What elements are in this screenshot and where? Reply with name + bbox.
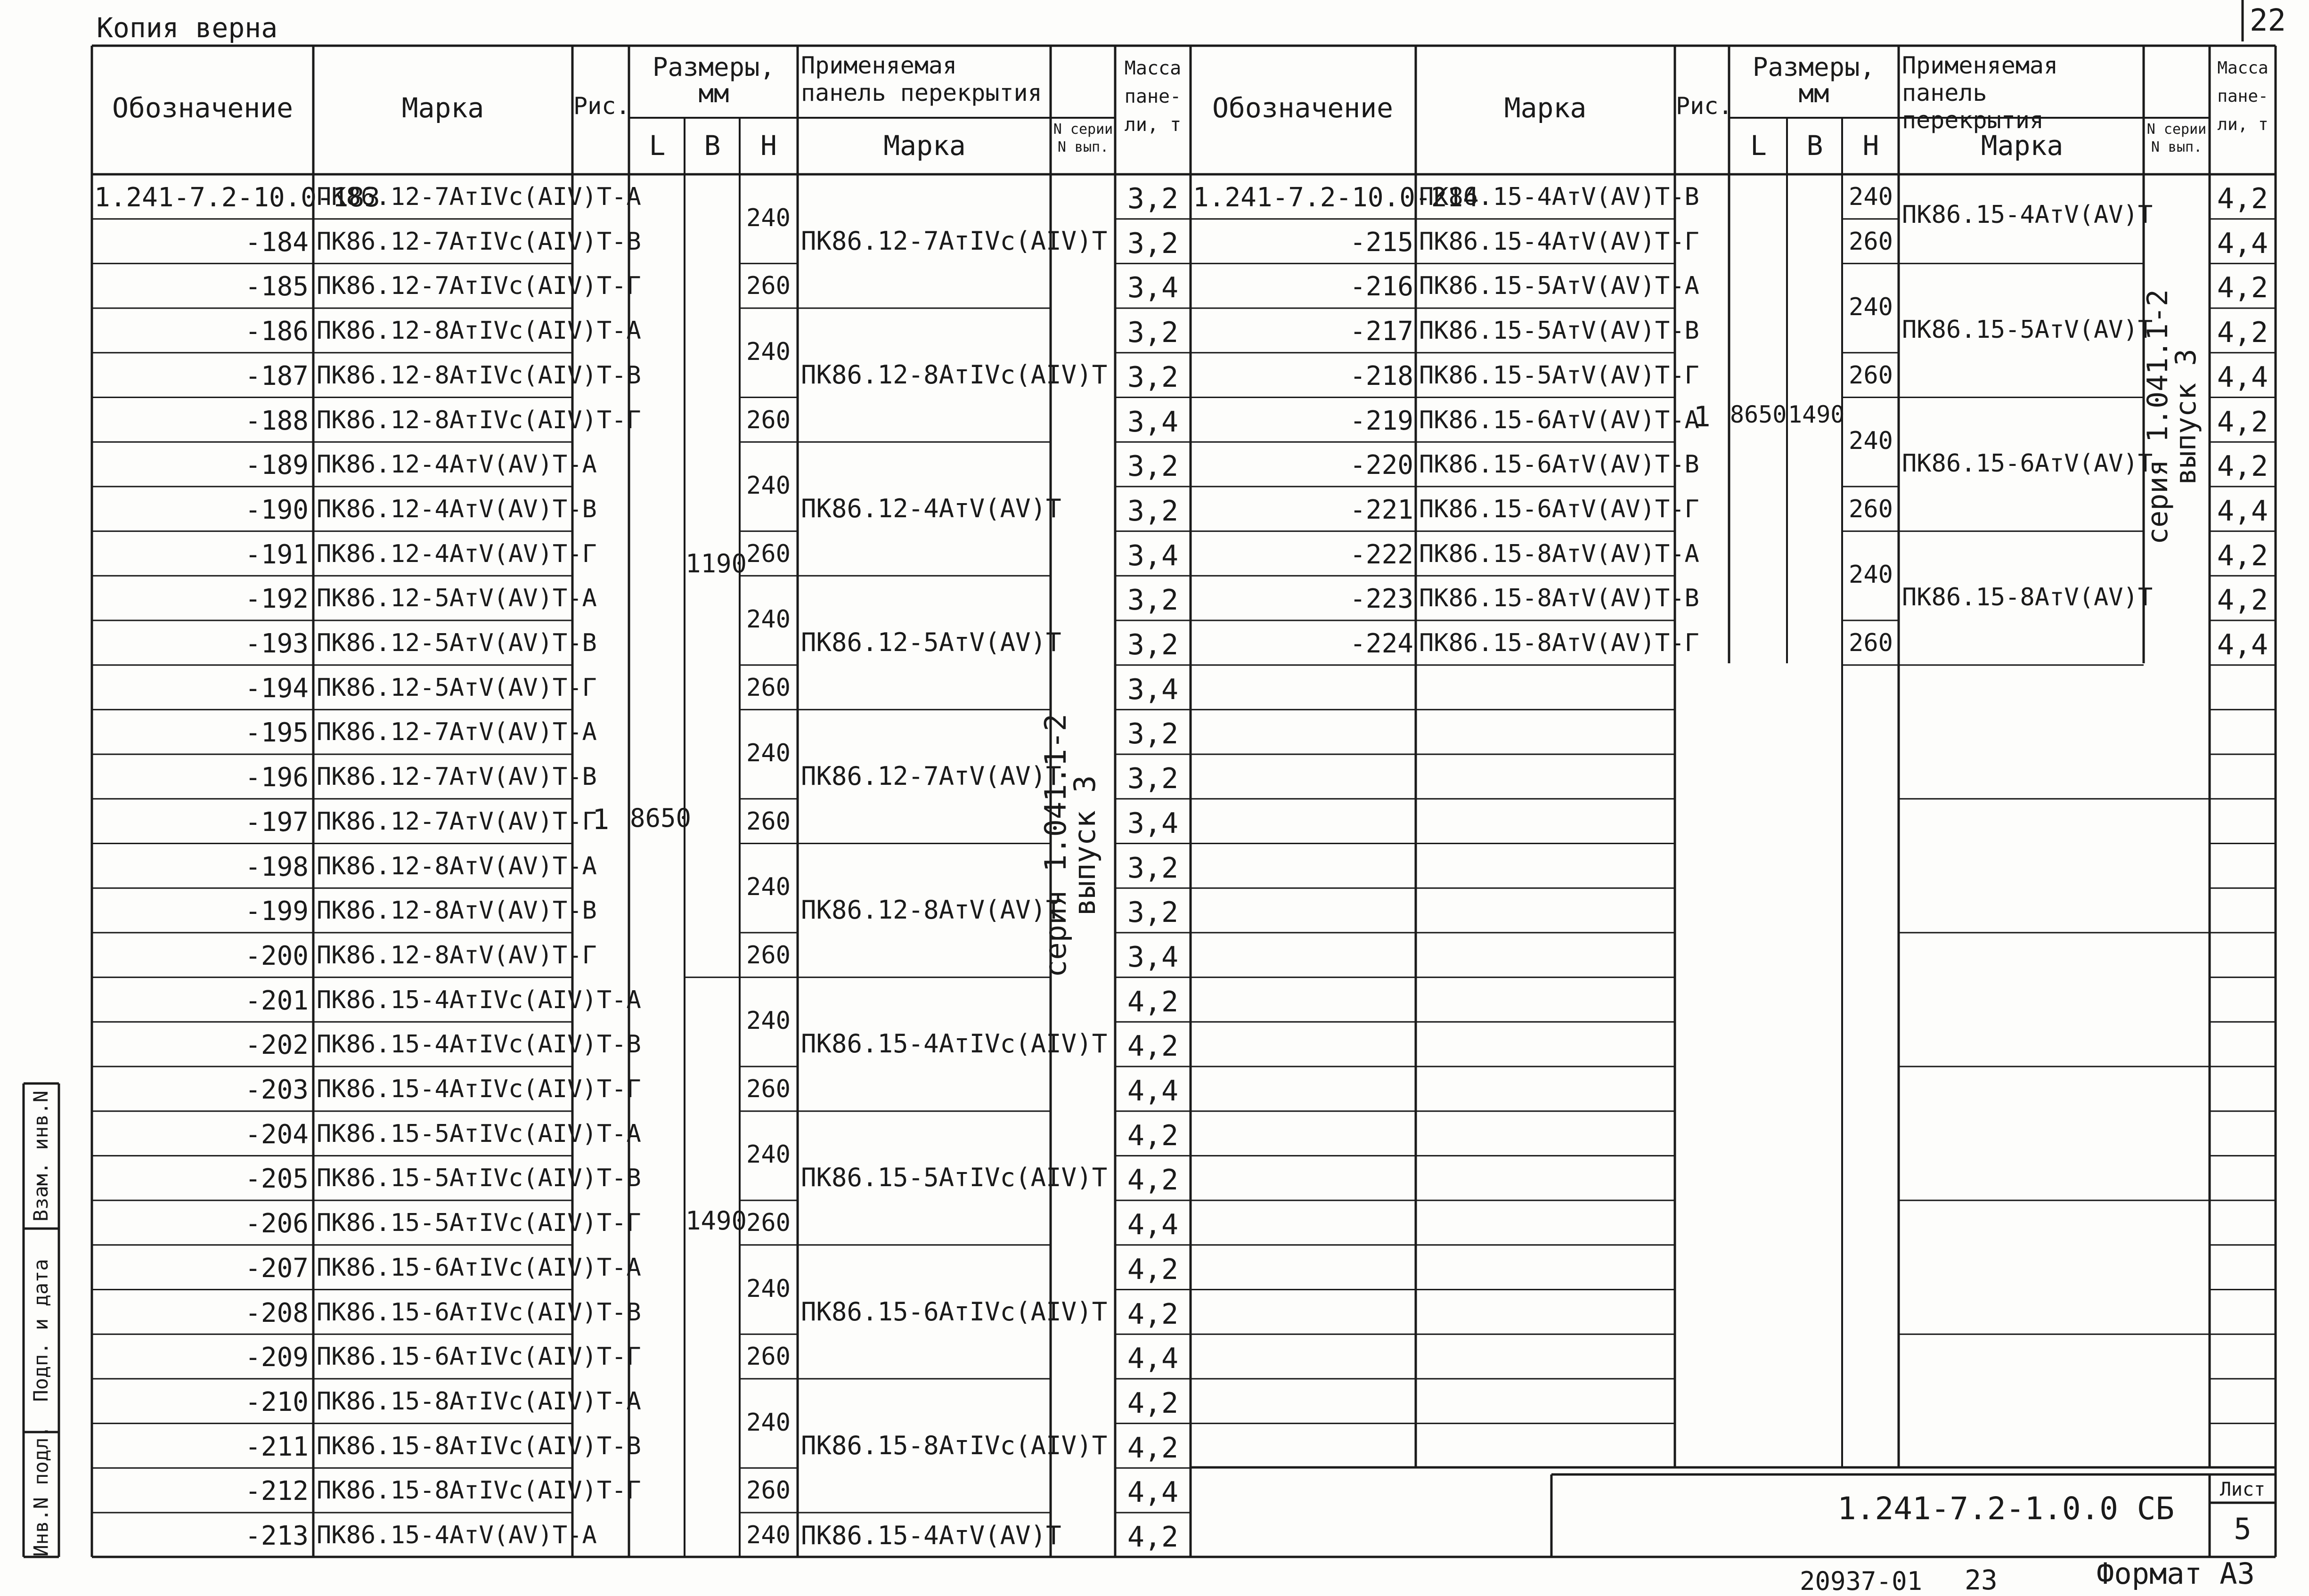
table-row-mark: ПК86.15-8АтV(АV)Т-Г (1419, 629, 1699, 657)
table-row-mark: ПК86.12-8АтIVс(АIV)Т-А (317, 317, 641, 345)
table-row-mass: 3,2 (1127, 628, 1179, 661)
table-row-designation: -184 (245, 227, 309, 258)
table-row-mark: ПК86.12-8АтIVс(АIV)Т-Г (317, 406, 641, 434)
page-corner-number: 22 (2250, 3, 2286, 38)
right-figure-value: 1 (1693, 400, 1711, 433)
header-dim-H: H (1862, 130, 1879, 162)
header-dim-L: L (649, 130, 666, 162)
table-row-mark: ПК86.12-4АтV(АV)Т-А (317, 450, 597, 479)
table-row-designation: -209 (245, 1342, 309, 1373)
table-row-designation: -223 (1350, 584, 1413, 615)
table-row-mass: 3,2 (1127, 717, 1179, 751)
table-row-designation: -192 (245, 584, 309, 615)
applied-panel-mark: ПК86.15-6АтV(АV)Т (1902, 449, 2153, 478)
table-row-designation: -204 (245, 1119, 309, 1150)
H-value-260: 260 (746, 673, 791, 702)
table-row-mass: 3,2 (1127, 316, 1179, 350)
table-row-designation: -217 (1350, 316, 1413, 347)
stamp-inv-no-orig: Инв.N подл. (29, 1425, 53, 1557)
H-value-260: 260 (746, 1343, 791, 1371)
H-value-240: 240 (1849, 293, 1893, 322)
table-row-mark: ПК86.15-5АтV(АV)Т-А (1419, 272, 1699, 301)
table-row-designation: -196 (245, 762, 309, 793)
table-row-designation: -186 (245, 316, 309, 347)
table-row-mark: ПК86.12-7АтIVс(АIV)Т-В (317, 227, 641, 256)
table-row-mass: 4,2 (2217, 539, 2268, 572)
table-row-mark: ПК86.12-4АтV(АV)Т-В (317, 495, 597, 523)
table-row-designation: -213 (245, 1521, 309, 1551)
H-value-260: 260 (746, 941, 791, 969)
table-row-designation: -216 (1350, 271, 1413, 302)
table-row-mass: 4,2 (2217, 450, 2268, 483)
stamp-replaced-inv: Взам. инв.N (29, 1090, 52, 1222)
table-row-mass: 3,2 (1127, 450, 1179, 483)
table-row-designation: -198 (245, 851, 309, 882)
H-value-240: 240 (746, 1408, 791, 1437)
header-panel-mass: Масса пане- ли, т (1124, 57, 1182, 136)
table-row-mark: ПК86.15-4АтV(АV)Т-В (1419, 183, 1699, 211)
table-row-mark: ПК86.15-6АтIVс(АIV)Т-В (317, 1298, 641, 1327)
table-row-mass: 4,2 (2217, 271, 2268, 305)
sheet-label: Лист (2219, 1479, 2266, 1500)
table-row-designation: -199 (245, 896, 309, 927)
H-value-260: 260 (1849, 361, 1893, 390)
table-row-designation: -207 (245, 1253, 309, 1284)
table-row-designation: -208 (245, 1297, 309, 1328)
table-row-designation: -222 (1350, 539, 1413, 570)
H-value-260: 260 (746, 1476, 791, 1505)
table-row-mass: 4,2 (2217, 405, 2268, 439)
table-row-mark: ПК86.12-4АтV(АV)Т-Г (317, 539, 597, 568)
stamp-sign-date: Подп. и дата (29, 1259, 52, 1402)
table-row-mark: ПК86.15-8АтV(АV)Т-В (1419, 584, 1699, 613)
H-value-240: 240 (746, 204, 791, 232)
applied-panel-mark: ПК86.15-5АтIVс(АIV)Т (801, 1163, 1108, 1193)
left-B-value-1490: 1490 (685, 1206, 747, 1236)
H-value-240: 240 (1849, 427, 1893, 456)
right-L-value: 8650 (1730, 401, 1787, 428)
H-value-240: 240 (746, 873, 791, 902)
table-row-designation: 1.241-7.2-10.0-214 (1193, 182, 1479, 213)
left-issue-text: выпуск 3 (1068, 775, 1102, 916)
table-row-mark: ПК86.15-6АтIVс(АIV)Т-А (317, 1253, 641, 1282)
applied-panel-mark: ПК86.12-5АтV(АV)Т (801, 627, 1061, 657)
table-row-mass: 3,2 (1127, 360, 1179, 394)
H-value-260: 260 (746, 807, 791, 836)
table-row-designation: -224 (1350, 628, 1413, 659)
table-row-mass: 4,2 (1127, 1297, 1179, 1331)
table-row-mass: 3,2 (1127, 896, 1179, 929)
header-applied-mark: Марка (1981, 130, 2064, 162)
table-row-designation: -215 (1350, 227, 1413, 258)
header-designation: Обозначение (112, 92, 294, 124)
table-row-mass: 4,4 (1127, 1075, 1179, 1107)
table-row-designation: -205 (245, 1164, 309, 1195)
left-figure-value: 1 (592, 803, 610, 836)
footer-page-number: 23 (1965, 1564, 1998, 1596)
H-value-240: 240 (746, 337, 791, 366)
table-row-designation: -201 (245, 985, 309, 1016)
applied-panel-mark: ПК86.15-4АтV(АV)Т (801, 1521, 1061, 1550)
header-designation: Обозначение (1212, 92, 1394, 124)
right-issue-text: выпуск 3 (2170, 349, 2203, 485)
table-row-designation: -200 (245, 940, 309, 971)
table-row-mark: ПК86.15-8АтV(АV)Т-А (1419, 539, 1699, 568)
table-row-mass: 4,4 (2217, 628, 2268, 661)
table-row-mark: ПК86.15-5АтV(АV)Т-В (1419, 317, 1699, 345)
left-series-text: серия 1.041.1-2 (1038, 714, 1073, 977)
table-row-designation: -191 (245, 539, 309, 570)
table-row-mark: ПК86.15-5АтIVс(АIV)Т-А (317, 1119, 641, 1148)
table-row-designation: -185 (245, 271, 309, 302)
table-row-designation: -206 (245, 1208, 309, 1239)
table-row-mark: ПК86.15-5АтIVс(АIV)Т-В (317, 1164, 641, 1193)
header-figure: Рис. (573, 92, 630, 120)
table-row-mass: 4,4 (1127, 1208, 1179, 1242)
applied-panel-mark: ПК86.15-6АтIVс(АIV)Т (801, 1296, 1108, 1327)
table-row-designation: -212 (245, 1476, 309, 1507)
header-dim-H: H (760, 130, 777, 162)
table-row-designation: -190 (245, 494, 309, 525)
left-series-label (1038, 704, 1102, 987)
table-row-mark: ПК86.15-8АтIVс(АIV)Т-А (317, 1387, 641, 1416)
table-row-mass: 4,2 (1127, 1431, 1179, 1465)
table-row-mark: ПК86.12-5АтV(АV)Т-В (317, 629, 597, 657)
right-B-value: 1490 (1788, 401, 1845, 428)
H-value-260: 260 (746, 272, 791, 301)
table-row-mark: ПК86.12-8АтV(АV)Т-В (317, 896, 597, 925)
table-row-mass: 3,2 (1127, 494, 1179, 528)
applied-panel-mark: ПК86.12-8АтV(АV)Т (801, 895, 1061, 925)
H-value-260: 260 (1849, 629, 1893, 657)
table-row-mass: 4,2 (2217, 182, 2268, 215)
header-dimensions: Размеры, мм (1752, 52, 1876, 108)
table-row-mark: ПК86.12-7АтV(АV)Т-А (317, 718, 597, 747)
header-mark: Марка (401, 92, 484, 124)
applied-panel-mark: ПК86.12-7АтIVс(АIV)Т (801, 226, 1108, 256)
H-value-260: 260 (1849, 227, 1893, 256)
table-row-mark: ПК86.15-6АтV(АV)Т-В (1419, 450, 1699, 479)
table-row-mass: 4,2 (1127, 985, 1179, 1018)
table-row-mass: 3,4 (1127, 940, 1179, 974)
table-row-mark: ПК86.15-4АтIVс(АIV)Т-А (317, 985, 641, 1014)
table-row-mass: 4,4 (2217, 494, 2268, 528)
table-row-designation: -194 (245, 673, 309, 704)
table-row-designation: -218 (1350, 360, 1413, 391)
H-value-260: 260 (746, 1209, 791, 1238)
table-row-designation: -221 (1350, 494, 1413, 525)
header-applied-panel: Применяемая панель перекрытия (1902, 52, 2058, 134)
table-row-mass: 4,4 (2217, 360, 2268, 394)
table-row-mark: ПК86.15-8АтIVс(АIV)Т-В (317, 1432, 641, 1460)
applied-panel-mark: ПК86.12-8АтIVс(АIV)Т (801, 359, 1108, 390)
table-row-mark: ПК86.15-4АтIVс(АIV)Т-В (317, 1030, 641, 1059)
table-row-designation: -195 (245, 717, 309, 749)
applied-panel-mark: ПК86.15-5АтV(АV)Т (1902, 316, 2153, 344)
H-value-240: 240 (746, 1521, 791, 1549)
table-row-mark: ПК86.15-4АтV(АV)Т-А (317, 1521, 597, 1549)
table-row-mass: 3,2 (1127, 584, 1179, 617)
table-row-designation: -203 (245, 1075, 309, 1105)
table-row-mark: ПК86.12-5АтV(АV)Т-А (317, 584, 597, 613)
table-row-mass: 3,2 (1127, 227, 1179, 260)
table-row-mass: 3,4 (1127, 271, 1179, 305)
table-row-mass: 4,2 (1127, 1164, 1179, 1197)
table-row-mark: ПК86.12-7АтIVс(АIV)Т-Г (317, 272, 641, 301)
header-series-no: N серии N вып. (2146, 121, 2207, 155)
table-row-mass: 4,4 (1127, 1342, 1179, 1376)
table-row-mass: 4,2 (1127, 1253, 1179, 1286)
table-row-mark: ПК86.15-4АтV(АV)Т-Г (1419, 227, 1699, 256)
table-row-mark: ПК86.12-7АтV(АV)Т-Г (317, 807, 597, 836)
H-value-240: 240 (746, 1007, 791, 1035)
table-row-mark: ПК86.15-5АтIVс(АIV)Т-Г (317, 1209, 641, 1238)
applied-panel-mark: ПК86.15-4АтV(АV)Т (1902, 201, 2153, 229)
H-value-260: 260 (746, 539, 791, 568)
table-row-mass: 3,2 (1127, 762, 1179, 796)
table-row-mark: ПК86.12-8АтV(АV)Т-Г (317, 941, 597, 969)
header-series-no: N серии N вып. (1053, 121, 1113, 155)
header-mark: Марка (1504, 92, 1587, 124)
table-row-mass: 3,4 (1127, 806, 1179, 840)
table-row-mass: 4,2 (2217, 584, 2268, 617)
right-series-label (2141, 285, 2205, 549)
H-value-240: 240 (746, 739, 791, 768)
H-value-240: 240 (1849, 561, 1893, 589)
document-code: 1.241-7.2-1.0.0 СБ (1837, 1490, 2175, 1527)
H-value-260: 260 (746, 1075, 791, 1103)
H-value-240: 240 (746, 471, 791, 500)
table-row-mass: 3,4 (1127, 539, 1179, 572)
table-row-designation: -219 (1350, 405, 1413, 436)
H-value-240: 240 (746, 1274, 791, 1303)
table-row-designation: -197 (245, 806, 309, 838)
table-row-designation: -188 (245, 405, 309, 436)
header-dim-B: B (1806, 130, 1823, 162)
H-value-240: 240 (1849, 183, 1893, 211)
header-applied-panel: Применяемая панель перекрытия (801, 52, 1042, 106)
table-row-designation: -193 (245, 628, 309, 659)
header-dim-B: B (704, 130, 721, 162)
table-row-mark: ПК86.12-7АтV(АV)Т-В (317, 763, 597, 791)
header-dimensions: Размеры, мм (652, 52, 775, 108)
table-row-designation: -210 (245, 1386, 309, 1417)
table-row-mass: 4,2 (1127, 1386, 1179, 1420)
applied-panel-mark: ПК86.15-4АтIVс(АIV)Т (801, 1029, 1108, 1059)
table-row-mass: 4,4 (2217, 227, 2268, 260)
header-panel-mass: Масса пане- ли, т (2217, 58, 2268, 134)
table-row-designation: 1.241-7.2-10.0-183 (94, 182, 380, 213)
H-value-260: 260 (1849, 495, 1893, 523)
applied-panel-mark: ПК86.12-7АтV(АV)Т (801, 761, 1061, 791)
left-B-value-1190: 1190 (685, 549, 747, 578)
table-row-mark: ПК86.12-7АтIVс(АIV)Т-А (317, 183, 641, 211)
table-row-mark: ПК86.12-5АтV(АV)Т-Г (317, 673, 597, 702)
table-row-mass: 3,4 (1127, 673, 1179, 706)
table-row-mark: ПК86.12-8АтIVс(АIV)Т-В (317, 361, 641, 390)
applied-panel-mark: ПК86.15-8АтIVс(АIV)Т (801, 1430, 1108, 1460)
table-row-mark: ПК86.15-5АтV(АV)Т-Г (1419, 361, 1699, 390)
table-row-mass: 4,4 (1127, 1476, 1179, 1509)
table-row-mass: 4,2 (1127, 1030, 1179, 1063)
table-row-designation: -187 (245, 360, 309, 391)
table-row-mark: ПК86.15-4АтIVс(АIV)Т-Г (317, 1075, 641, 1103)
applied-panel-mark: ПК86.12-4АтV(АV)Т (801, 493, 1061, 523)
table-row-mass: 4,2 (1127, 1521, 1179, 1554)
H-value-240: 240 (746, 605, 791, 634)
table-row-designation: -220 (1350, 450, 1413, 481)
table-row-mark: ПК86.15-6АтV(АV)Т-А (1419, 406, 1699, 434)
H-value-260: 260 (746, 406, 791, 434)
right-series-text: серия 1.041.1-2 (2141, 289, 2174, 545)
copy-certified-note: Копия верна (97, 12, 278, 44)
table-row-designation: -211 (245, 1431, 309, 1462)
header-dim-L: L (1750, 130, 1767, 162)
header-applied-mark: Марка (883, 130, 966, 162)
table-row-mark: ПК86.12-8АтV(АV)Т-А (317, 852, 597, 880)
left-L-value: 8650 (630, 803, 692, 833)
table-row-mark: ПК86.15-6АтV(АV)Т-Г (1419, 495, 1699, 523)
sheet-number: 5 (2234, 1512, 2252, 1546)
applied-panel-mark: ПК86.15-8АтV(АV)Т (1902, 583, 2153, 612)
table-row-mark: ПК86.15-8АтIVс(АIV)Т-Г (317, 1476, 641, 1505)
table-row-mass: 3,2 (1127, 182, 1179, 215)
paper-format: Формат А3 (2097, 1556, 2255, 1591)
table-row-mass: 4,2 (1127, 1119, 1179, 1152)
table-row-mass: 4,2 (2217, 316, 2268, 350)
header-figure: Рис. (1676, 92, 1733, 120)
H-value-240: 240 (746, 1140, 791, 1169)
table-row-designation: -189 (245, 450, 309, 481)
archive-number: 20937-01 (1800, 1566, 1923, 1596)
table-row-mark: ПК86.15-6АтIVс(АIV)Т-Г (317, 1343, 641, 1371)
table-row-mass: 3,2 (1127, 851, 1179, 885)
table-row-designation: -202 (245, 1030, 309, 1061)
table-row-mass: 3,4 (1127, 405, 1179, 439)
